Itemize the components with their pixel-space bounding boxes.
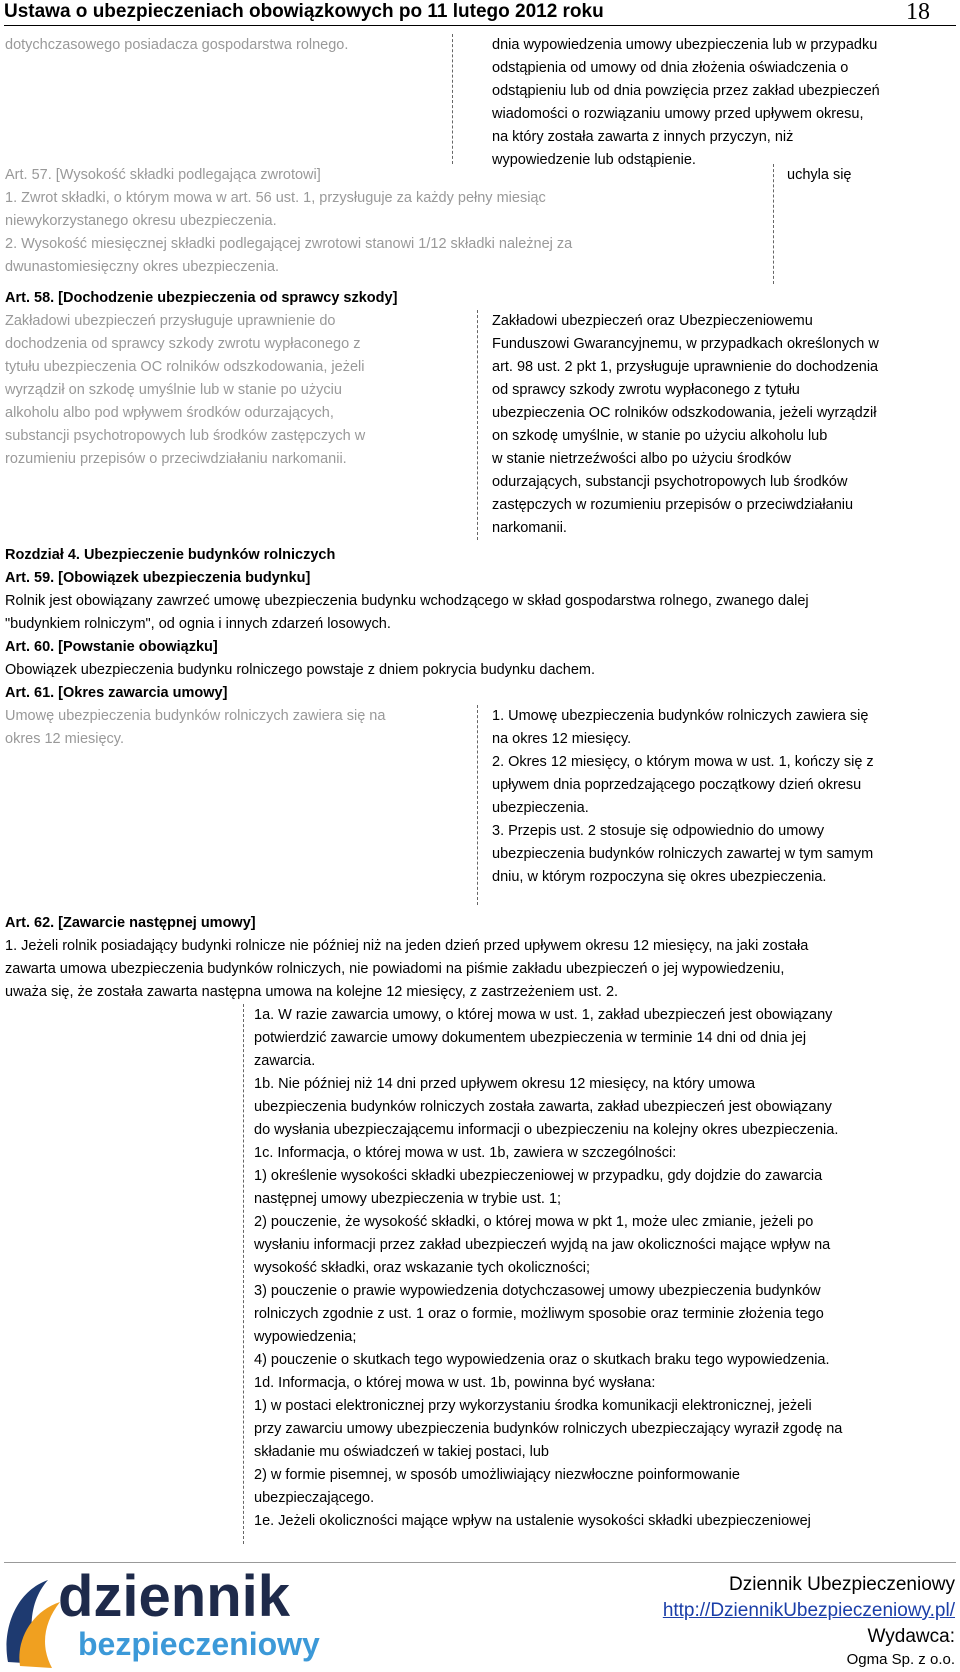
text-line: następnej umowy ubezpieczenia w trybie ust. 1; xyxy=(254,1191,562,1207)
text-line: wypowiedzenie lub odstąpienie. xyxy=(492,152,696,168)
page-header-title: Ustawa o ubezpieczeniach obowiązkowych po 11 lutego 2012 roku xyxy=(4,1,604,22)
text-line: on szkodę umyślnie, w stanie po użyciu alkoholu lub xyxy=(492,428,828,444)
text-line: Zakładowi ubezpieczeń oraz Ubezpieczeniowemu xyxy=(492,313,813,329)
text-line: wysłaniu informacji przez zakład ubezpieczeń wyjdą na jaw okoliczności mające wpływ na xyxy=(254,1237,831,1253)
text-line: Rolnik jest obowiązany zawrzeć umowę ubezpieczenia budynku wchodzącego w skład gospodarstwa rolnego, zwanego dalej xyxy=(5,593,809,609)
column-divider xyxy=(452,34,453,164)
text-line: okres 12 miesięcy. xyxy=(5,731,124,747)
text-line: odurzających, substancji psychotropowych lub środków xyxy=(492,474,848,490)
footer-divider xyxy=(4,1562,956,1563)
text-line: Funduszowi Gwarancyjnemu, w przypadkach określonych w xyxy=(492,336,879,352)
text-line: dniu, w którym rozpoczyna się okres ubezpieczenia. xyxy=(492,869,827,885)
article-heading: Art. 60. [Powstanie obowiązku] xyxy=(5,639,218,655)
text-line: tytułu ubezpieczenia OC rolników odszkodowania, jeżeli xyxy=(5,359,365,375)
text-line: zastępczych w rozumieniu przepisów o przeciwdziałaniu xyxy=(492,497,854,513)
repeal-divider xyxy=(773,164,774,284)
text-line: ubezpieczenia budynków rolniczych została zawarta, zakład ubezpieczeń jest obowiązany xyxy=(254,1099,832,1115)
article-heading: Art. 62. [Zawarcie następnej umowy] xyxy=(5,915,256,931)
art-58-old-text xyxy=(5,310,465,471)
article-heading: Art. 59. [Obowiązek ubezpieczenia budynku] xyxy=(5,570,311,586)
text-line: 1e. Jeżeli okoliczności mające wpływ na ustalenie wysokości składki ubezpieczeniowej xyxy=(254,1513,811,1529)
text-line: Umowę ubezpieczenia budynków rolniczych zawiera się na xyxy=(5,708,386,724)
text-line: ubezpieczającego. xyxy=(254,1490,375,1506)
text-line: 1b. Nie później niż 14 dni przed upływem okresu 12 miesięcy, na który umowa xyxy=(254,1076,756,1092)
publisher-logo xyxy=(0,1566,380,1672)
text-line: "budynkiem rolniczym", od ognia i innych zdarzeń losowych. xyxy=(5,616,391,632)
text-line: substancji psychotropowych lub środków zastępczych w xyxy=(5,428,366,444)
text-line: odstąpienia od umowy od dnia złożenia oświadczenia o xyxy=(492,60,849,76)
text-line: 3) pouczenie o prawie wypowiedzenia dotychczasowej umowy ubezpieczenia budynków xyxy=(254,1283,821,1299)
text-line: potwierdzić zawarcie umowy dokumentem ubezpieczenia w terminie 14 dni od dnia jej xyxy=(254,1030,807,1046)
text-line: Zakładowi ubezpieczeń przysługuje uprawnienie do xyxy=(5,313,336,329)
art-62-amendments xyxy=(254,1004,954,1533)
left-continuation-text: dotychczasowego posiadacza gospodarstwa rolnego. xyxy=(5,37,349,53)
column-divider xyxy=(477,705,478,905)
repealed-note: uchyla się xyxy=(787,167,852,183)
art-62 xyxy=(5,912,955,1004)
art-58-new-text xyxy=(492,310,952,540)
text-line: art. 98 ust. 2 pkt 1, przysługuje uprawnienie do dochodzenia xyxy=(492,359,879,375)
art-57 xyxy=(5,164,705,279)
text-line: na który została zawarta z innych przyczyn, niż xyxy=(492,129,794,145)
text-line: 3. Przepis ust. 2 stosuje się odpowiednio do umowy xyxy=(492,823,825,839)
text-line: przy zawarciu umowy ubezpieczenia budynków rolniczych ubezpieczający wyraził zgodę na xyxy=(254,1421,843,1437)
text-line: alkoholu albo pod wpływem środków odurzających, xyxy=(5,405,334,421)
text-line: zawarta umowa ubezpieczenia budynków rolniczych, nie powiadomi na piśmie zakładu ubezpieczeń o jej wypowiedzeniu, xyxy=(5,961,785,977)
text-line: wiadomości o rozwiązaniu umowy przed upływem okresu, xyxy=(492,106,864,122)
text-line: 1a. W razie zawarcia umowy, o której mowa w ust. 1, zakład ubezpieczeń jest obowiązany xyxy=(254,1007,833,1023)
text-line: 2) pouczenie, że wysokość składki, o której mowa w pkt 1, może ulec zmianie, jeżeli po xyxy=(254,1214,814,1230)
text-line: 1. Umowę ubezpieczenia budynków rolniczych zawiera się xyxy=(492,708,869,724)
text-line: niewykorzystanego okresu ubezpieczenia. xyxy=(5,213,277,229)
text-line: wysokość składki, oraz wskazanie tych okoliczności; xyxy=(254,1260,591,1276)
text-line: od sprawcy szkody zwrotu wypłaconego z tytułu xyxy=(492,382,800,398)
text-line: narkomanii. xyxy=(492,520,567,536)
text-line: 2. Wysokość miesięcznej składki podlegającej zwrotowi stanowi 1/12 składki należnej za xyxy=(5,236,573,252)
text-line: 1c. Informacja, o której mowa w ust. 1b, zawiera w szczególności: xyxy=(254,1145,677,1161)
text-line: zawarcia. xyxy=(254,1053,316,1069)
text-line: rolniczych zgodnie z ust. 1 oraz o formie, możliwym sposobie oraz terminie złożenia tego xyxy=(254,1306,824,1322)
text-line: na okres 12 miesięcy. xyxy=(492,731,632,747)
chapter-4-section xyxy=(5,544,955,705)
article-heading: Art. 61. [Okres zawarcia umowy] xyxy=(5,685,228,701)
text-line: wyrządził on szkodę umyślnie lub w stanie po użyciu xyxy=(5,382,342,398)
text-line: dnia wypowiedzenia umowy ubezpieczenia lub w przypadku xyxy=(492,37,878,53)
text-line: 4) pouczenie o skutkach tego wypowiedzenia oraz o skutkach braku tego wypowiedzenia. xyxy=(254,1352,830,1368)
text-line: 1. Zwrot składki, o którym mowa w art. 56 ust. 1, przysługuje za każdy pełny miesiąc xyxy=(5,190,546,206)
header-divider xyxy=(4,25,956,26)
text-line: uważa się, że została zawarta następna umowa na kolejne 12 miesięcy, z zastrzeżeniem ust. 2. xyxy=(5,984,619,1000)
right-continuation-text xyxy=(492,34,952,172)
publisher-label: Wydawca: xyxy=(867,1626,955,1647)
logo-wordmark-bottom: bezpieczeniowy xyxy=(78,1626,320,1662)
article-heading: Art. 58. [Dochodzenie ubezpieczenia od sprawcy szkody] xyxy=(5,290,398,306)
text-line: 1) określenie wysokości składki ubezpieczeniowej w przypadku, gdy dojdzie do zawarcia xyxy=(254,1168,823,1184)
column-divider xyxy=(243,1004,244,1544)
publication-name: Dziennik Ubezpieczeniowy xyxy=(729,1574,955,1595)
text-line: rozumieniu przepisów o przeciwdziałaniu narkomanii. xyxy=(5,451,347,467)
text-line: do wysłania ubezpieczającemu informacji o ubezpieczeniu na kolejny okres ubezpieczenia. xyxy=(254,1122,839,1138)
article-heading: Art. 57. [Wysokość składki podlegająca zwrotowi] xyxy=(5,167,321,183)
text-line: 1. Jeżeli rolnik posiadający budynki rolnicze nie później niż na jeden dzień przed upływem okresu 12 miesięcy, na jaki została xyxy=(5,938,809,954)
text-line: ubezpieczenia budynków rolniczych zawartej w tym samym xyxy=(492,846,874,862)
art-61-old-text xyxy=(5,705,465,751)
text-line: dwunastomiesięczny okres ubezpieczenia. xyxy=(5,259,280,275)
publication-link[interactable]: http://DziennikUbezpieczeniowy.pl/ xyxy=(662,1600,955,1621)
text-line: dochodzenia od sprawcy szkody zwrotu wypłaconego z xyxy=(5,336,361,352)
text-line: 2) w formie pisemnej, w sposób umożliwiający niezwłoczne poinformowanie xyxy=(254,1467,740,1483)
logo-wordmark-top: dziennik xyxy=(58,1564,291,1629)
text-line: 1d. Informacja, o której mowa w ust. 1b, powinna być wysłana: xyxy=(254,1375,656,1391)
text-line: odstąpieniu lub od dnia powzięcia przez zakład ubezpieczeń xyxy=(492,83,880,99)
text-line: ubezpieczenia. xyxy=(492,800,589,816)
text-line: 2. Okres 12 miesięcy, o którym mowa w ust. 1, kończy się z xyxy=(492,754,874,770)
text-line: 1) w postaci elektronicznej przy wykorzystaniu środka komunikacji elektronicznej, jeżeli xyxy=(254,1398,812,1414)
text-line: w stanie nietrzeźwości albo po użyciu środków xyxy=(492,451,791,467)
text-line: składanie mu oświadczeń w takiej postaci, lub xyxy=(254,1444,549,1460)
art-61-new-text xyxy=(492,705,952,889)
page-number: 18 xyxy=(906,0,930,25)
text-line: wypowiedzenia; xyxy=(254,1329,357,1345)
publisher-name: Ogma Sp. z o.o. xyxy=(846,1651,955,1668)
column-divider xyxy=(477,310,478,540)
text-line: ubezpieczenia OC rolników odszkodowania, jeżeli wyrządził xyxy=(492,405,877,421)
text-line: upływem dnia poprzedzającego początkowy dzień okresu xyxy=(492,777,862,793)
chapter-heading: Rozdział 4. Ubezpieczenie budynków rolniczych xyxy=(5,547,336,563)
text-line: Obowiązek ubezpieczenia budynku rolniczego powstaje z dniem pokrycia budynku dachem. xyxy=(5,662,596,678)
footer-info xyxy=(663,1572,955,1670)
